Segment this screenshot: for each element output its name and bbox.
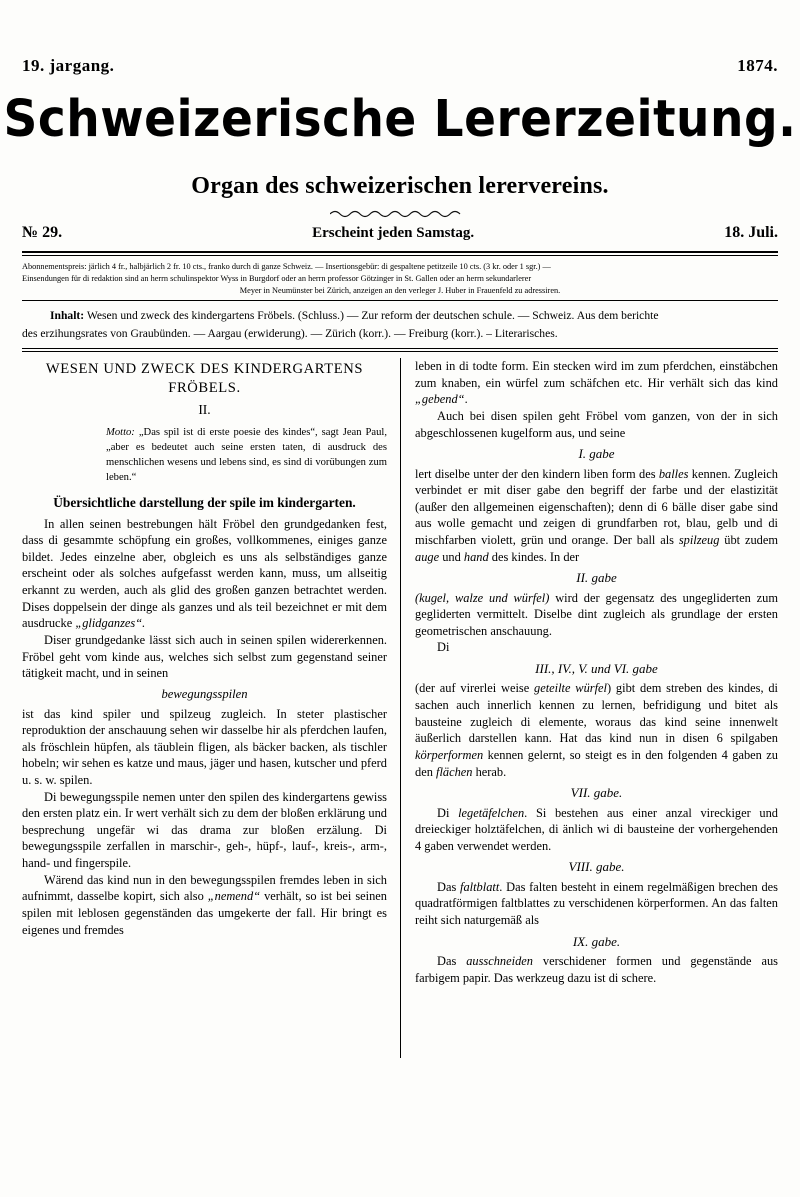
- heading-gabe-1-num: I.: [578, 446, 587, 462]
- paragraph-gabe-2: [415, 590, 778, 640]
- volume-label: 19. jargang.: [22, 56, 115, 75]
- masthead-title: Schweizerische Lererzeitung.: [3, 89, 797, 150]
- heading-gabe-2-word: gabe: [591, 570, 617, 586]
- paragraph-right-1: [415, 358, 778, 408]
- heading-gabe-2: [415, 569, 778, 586]
- gabe-1-b: kennen. Zugleich verbindet er mit diser gabe den begriff der farbe und der elastizität (außer den allgemeinen eigenschaften); denn di 6 bälle diser gabe sind aus wolle gemacht und zeigen di grundfarben rot, blau, gelb und di mischfarben violett, grün und orange. Der ball als: [415, 466, 778, 548]
- imprint-line-1: Abonnementspreis: järlich 4 fr., halbjärlich 2 fr. 10 cts., franko durch di ganze Schweiz. — Insertionsgebür: di gespaltene petitzeile 10 cts. (3 kr. oder 1 sgr.) —: [22, 262, 551, 271]
- paragraph-gabe-2-di: Di: [437, 640, 450, 655]
- paragraph-gabe-3: [415, 680, 778, 780]
- heading-gabe-3-num: III., IV., V. und VI.: [535, 661, 630, 677]
- gabe-7-b: . Si bestehen aus einer anzal vireckiger und dreieckiger holztäfelchen, di änlich wi di bausteine der vorhergehenden 4 gaben verwendet werden.: [415, 805, 778, 853]
- gabe-3-b: ) gibt dem streben des kindes, di sachen auch innerlich kennen zu lernen, befridigung und bitet als bausteine zugleich di elemente, woraus das kind seine innenwelt äußerlich darstellen kann. Hat das kind nun in disen 6 spilgaben: [415, 681, 778, 746]
- motto-text: „Das spil ist di erste poesie des kindes“, sagt Jean Paul, „aber es bedeutet auch seine ersten taten, di ausdruck des menschlichen wesens und lebens sind, es sind di vorübungen zum leben.“: [106, 426, 388, 483]
- motto-label: Motto:: [106, 426, 135, 438]
- publication-frequency: Erscheint jeden Samstag.: [312, 225, 475, 241]
- top-line: [0, 0, 800, 76]
- term-gebend: „gebend“: [415, 392, 465, 407]
- rule-contents-bottom-2: [22, 351, 778, 352]
- term-balles: balles: [658, 466, 689, 481]
- heading-gabe-3: [415, 660, 778, 677]
- heading-gabe-8: [415, 858, 778, 875]
- paragraph-left-1-text: In allen seinen bestrebungen hält Fröbel den grundgedanken fest, dass di gesammte schöpfung ein großes, vollkommenes, einiges ganze bildet. Jedes einzelne aber, obgleich es uns als selbständiges ganze erscheint oder als solches aufgefasst werden kann, muss, um allseitig erkannt zu werden, auch als glid des großen ganzen betrachtet werden. Dises doppelsein der dinge als ganzes und als teil bezeichnet er mit dem ausdrucke: [22, 516, 387, 631]
- contents-first-line: [22, 307, 778, 324]
- gabe-1-e: des kindes. In der: [488, 549, 580, 564]
- gabe-2-a: wird der gegensatz des ungegliderten zum gegliderten vermittelt. Diselbe dint zugleich als grundlage der ersten geometrischen anschauung.: [415, 590, 778, 638]
- imprint-block: [0, 256, 800, 300]
- heading-gabe-8-num: VIII.: [568, 859, 593, 875]
- gabe-1-c: übt zudem: [719, 533, 778, 548]
- article-columns: [22, 358, 778, 1058]
- heading-gabe-7: [415, 784, 778, 801]
- heading-gabe-1-word: gabe: [589, 446, 615, 462]
- gabe-9-b: verschidener formen und gegenstände aus farbigem papir. Das werkzeug dazu ist di schere.: [415, 954, 778, 985]
- rule-top-thick: [22, 251, 778, 253]
- term-geteilte-wuerfel: geteilte würfel: [534, 681, 607, 696]
- gabe-8-b: . Das falten besteht in einem regelmäßigen brechen des quadratförmigen faltblattes zu verschidenen körperformen. An das falten reiht sich naturgemäß als: [415, 879, 778, 927]
- term-auge: auge: [415, 549, 440, 564]
- paragraph-left-5-a: Wärend das kind nun in den bewegungsspilen fremdes leben in sich aufnimmt, dasselbe kopirt, sich also: [22, 872, 387, 904]
- heading-gabe-7-num: VII.: [570, 785, 591, 801]
- article-part-number: II.: [198, 402, 211, 418]
- paragraph-gabe-7: [415, 805, 778, 855]
- paragraph-left-3: ist das kind spiler und spilzeug zugleich. In steter plastischer reproduktion der anschauung sehen wir dasselbe hir als pferdchen laufen, als fröschlein hüpfen, als täublein fligen, als bäcker backen, als tischler hobeln; wir sehen es katze und maus, jäger und hasen, kutscher und pferd u. s. w. spilen.: [22, 706, 387, 788]
- paragraph-gabe-1: [415, 466, 778, 566]
- year-label: 1874.: [737, 56, 778, 75]
- paragraph-right-2: Auch bei disen spilen geht Fröbel vom ganzen, von der in sich abgeschlossenen kugelform aus, und seine: [415, 408, 778, 440]
- gabe-1-a: lert diselbe unter der den kindern liben form des: [415, 466, 659, 481]
- paragraph-left-1: [22, 516, 387, 632]
- column-right: [400, 358, 778, 1058]
- term-glidganzes: „glidganzes“.: [75, 616, 146, 631]
- article-title-line-2: FRÖBELS.: [168, 379, 241, 396]
- term-hand: hand: [463, 549, 489, 564]
- heading-gabe-3-word: gabe: [632, 661, 658, 677]
- term-koerperformen: körperformen: [415, 747, 484, 762]
- term-nemend: „nemend“: [207, 889, 261, 904]
- term-faltblatt: faltblatt: [460, 879, 500, 894]
- issue-line: [0, 218, 800, 242]
- heading-gabe-7-word: gabe.: [593, 785, 623, 801]
- heading-gabe-1: [415, 445, 778, 462]
- term-legetaefelchen: legetäfelchen: [458, 805, 525, 820]
- masthead-subtitle: Organ des schweizerischen lerervereins.: [191, 173, 609, 199]
- column-left: [22, 358, 400, 1058]
- heading-bewegungsspilen: bewegungsspilen: [161, 686, 248, 701]
- paragraph-left-5-b: verhält, so ist bei seinen spilen mit leblosen gegenständen das umgekerte der fall. Hir bringt es eigenes und fremdes: [22, 889, 387, 937]
- paragraph-gabe-8: [415, 879, 778, 929]
- gabe-1-d: und: [439, 549, 464, 564]
- heading-gabe-9-word: gabe.: [591, 933, 621, 949]
- article-section-heading: Übersichtliche darstellung der spile im kindergarten.: [53, 494, 356, 510]
- gabe-3-d: herab.: [472, 764, 507, 779]
- wavy-divider-ornament: [0, 208, 800, 218]
- rule-contents-bottom: [22, 348, 778, 349]
- gabe-8-a: Das: [437, 879, 461, 894]
- gabe-7-a: Di: [437, 805, 459, 820]
- gabe-2-paren: (kugel, walze und würfel): [415, 590, 550, 605]
- issue-date: 18. Juli.: [724, 224, 778, 241]
- contents-block: [0, 301, 800, 348]
- article-motto: [106, 425, 387, 485]
- heading-gabe-2-num: II.: [576, 570, 589, 586]
- article-title: [22, 360, 387, 397]
- paragraph-left-5: [22, 872, 387, 938]
- heading-gabe-8-word: gabe.: [595, 859, 625, 875]
- gabe-3-a: (der auf virerlei weise: [415, 681, 535, 696]
- contents-line-2: des erzihungsrates von Graubünden. — Aargau (erwiderung). — Zürich (korr.). — Freiburg (korr.). – Literarisches.: [22, 326, 558, 340]
- heading-gabe-9: [415, 933, 778, 950]
- issue-number: № 29.: [22, 224, 63, 241]
- heading-gabe-9-num: IX.: [572, 933, 589, 949]
- contents-line-1: Wesen und zweck des kindergartens Fröbels. (Schluss.) — Zur reform der deutschen schule. — Schweiz. Aus dem berichte: [86, 309, 659, 323]
- gabe-3-c: kennen gelernt, so steigt es in den folgenden 4 gaben zu den: [415, 747, 778, 779]
- paragraph-left-2: Diser grundgedanke lässt sich auch in seinen spilen widererkennen. Fröbel geht vom kinde aus, welches sich selbst zum gegenstand seiner tätigkeit macht, und in seinen: [22, 632, 387, 681]
- contents-label: Inhalt:: [50, 309, 85, 323]
- article-title-line-1: WESEN UND ZWECK DES KINDERGARTENS: [45, 361, 364, 378]
- paragraph-gabe-9: [415, 953, 778, 986]
- term-ausschneiden: ausschneiden: [466, 954, 533, 969]
- imprint-line-2: Einsendungen für di redaktion sind an herrn schulinspektor Wyss in Burgdorf oder an herrn professor Götzinger in St. Gallen oder an herrn sekundarlerer: [22, 273, 532, 283]
- paragraph-right-1-a: leben in di todte form. Ein stecken wird im zum pferdchen, einstäbchen zum knaben, ein würfel zum schäfchen etc. Hir verhält sich das kind: [415, 359, 778, 390]
- imprint-line-3: Meyer in Neumünster bei Zürich, anzeigen an den verleger J. Huber in Frauenfeld zu adressiren.: [239, 285, 561, 295]
- paragraph-right-1-b: .: [464, 392, 468, 407]
- term-flaechen: flächen: [436, 764, 473, 779]
- term-spilzeug: spilzeug: [678, 533, 720, 548]
- paragraph-left-4: Di bewegungsspile nemen unter den spilen des kindergartens gewiss den ersten platz ein. Ir wert verhält sich zu dem der bloßen erklärung und besprechung ungefär wi das drama zur bloßen erzälung. Di bewegungsspile zerfallen in marschir-, geh-, hüpf-, lauf-, kreis-, arm-, hand- und fingerspile.: [22, 789, 387, 871]
- gabe-9-a: Das: [437, 954, 467, 969]
